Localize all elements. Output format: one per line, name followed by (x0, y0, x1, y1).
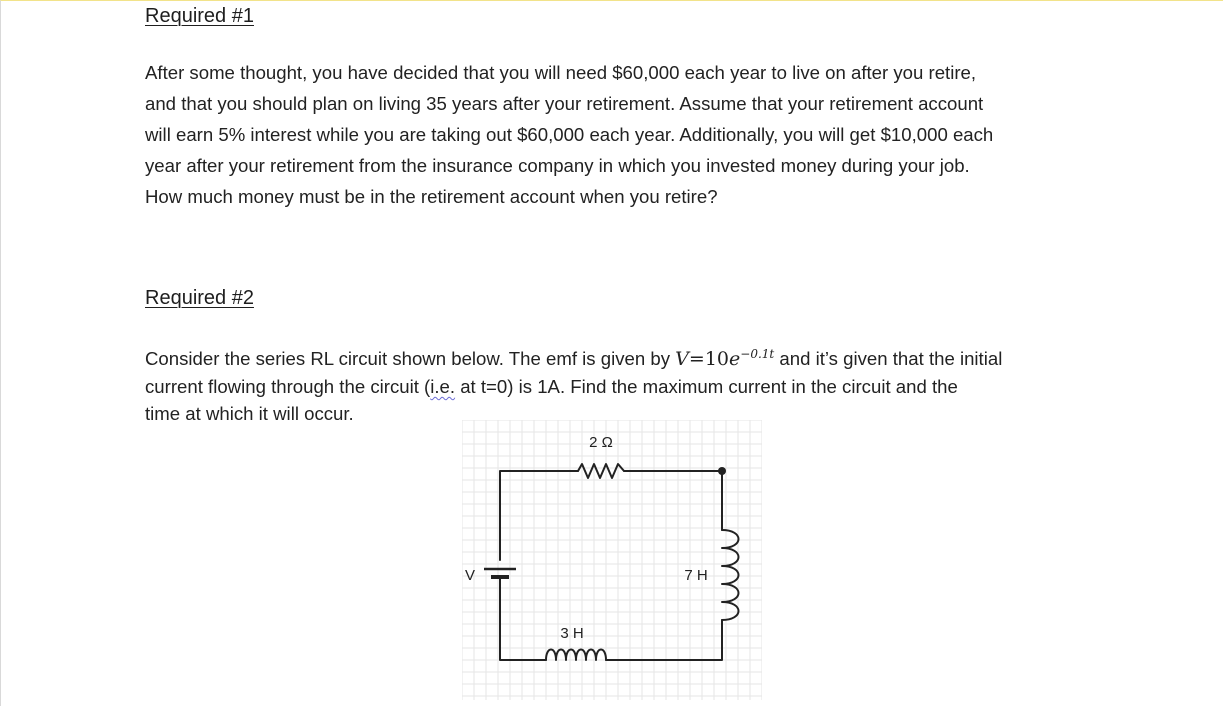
inductor-3h (546, 650, 606, 661)
section-1-line: and that you should plan on living 35 years after your retirement. Assume that your retirement account (145, 93, 984, 114)
formula-exponent: −0.1t (740, 347, 775, 361)
line1-before-formula: Consider the series RL circuit shown below. The emf is given by (145, 348, 676, 369)
section-2-paragraph (145, 341, 1085, 427)
section-1-line: will earn 5% interest while you are taking out $60,000 each year. Additionally, you will get $10,000 each (145, 124, 994, 145)
rl-circuit-diagram (462, 420, 762, 700)
grid-background (462, 420, 762, 700)
section-1-line: After some thought, you have decided that you will need $60,000 each year to live on after you retire, (145, 62, 977, 83)
section-1-line: How much money must be in the retirement account when you retire? (145, 186, 718, 207)
section-2-line-1 (145, 341, 1085, 373)
source-label: V (465, 567, 476, 584)
section-2-heading: Required #2 (145, 287, 254, 309)
line2-before-ie: current flowing through the circuit ( (145, 376, 431, 397)
section-1-line: year after your retirement from the insurance company in which you invested money during your job. (145, 155, 970, 176)
section-1-heading: Required #1 (145, 5, 254, 27)
formula-base: e (729, 348, 741, 370)
section-2-line-3: time at which it will occur. (145, 403, 354, 424)
line2-after-ie: at t=0) is 1A. Find the maximum current in the circuit and the (455, 376, 958, 397)
resistor-2-ohm (578, 464, 624, 478)
inductor-bottom-label: 3 H (560, 625, 584, 642)
emf-formula (675, 348, 774, 370)
line1-after-formula: and it’s given that the initial (774, 348, 1003, 369)
section-2-line-2 (145, 373, 1085, 400)
junction-dot (718, 467, 726, 475)
wire-bottom-right (606, 620, 722, 660)
section-1-paragraph (145, 57, 1085, 212)
spellcheck-ie: i.e. (430, 376, 456, 397)
inductor-right-label: 7 H (684, 567, 708, 584)
formula-mid: =10 (688, 348, 730, 370)
inductor-7h (722, 530, 739, 620)
resistor-label: 2 Ω (589, 434, 613, 451)
formula-lhs: V (675, 348, 689, 370)
